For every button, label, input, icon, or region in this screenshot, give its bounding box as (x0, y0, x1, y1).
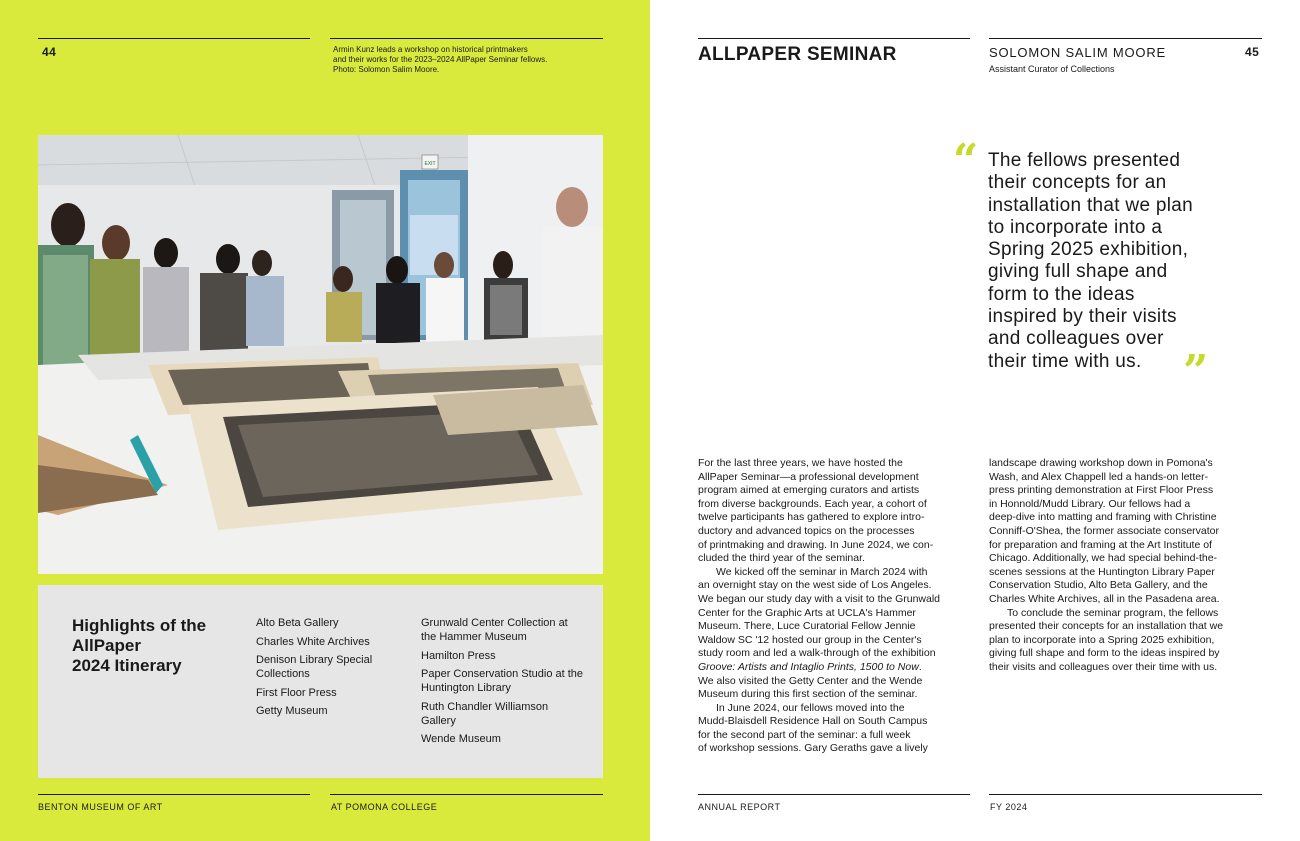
body-line: twelve participants has gathered to explore intro- (698, 511, 925, 524)
header-rule-right (330, 38, 603, 39)
footer-rule-right (989, 794, 1262, 795)
body-line: giving full shape and form to the ideas inspired by (989, 647, 1220, 660)
pull-quote-line: Spring 2025 exhibition, (988, 239, 1189, 261)
right-page (650, 0, 1300, 841)
itinerary-item: Ruth Chandler Williamson Gallery (421, 700, 549, 727)
body-line: Waldow SC '12 hosted our group in the Center's (698, 633, 922, 646)
pull-quote-line: and colleagues over (988, 328, 1164, 350)
body-line: from diverse backgrounds. Each year, a cohort of (698, 497, 927, 510)
body-line: We kicked off the seminar in March 2024 with (716, 565, 928, 578)
body-line: plan to incorporate into a Spring 2025 exhibition, (989, 633, 1215, 646)
itinerary-highlights (38, 585, 603, 778)
caption-line: Armin Kunz leads a workshop on historical printmakers (333, 45, 528, 54)
body-text-column-2 (989, 457, 1257, 675)
footer-rule-left (38, 794, 310, 795)
pull-quote (988, 150, 1263, 373)
body-line: study room and led a walk-through of the exhibition (698, 647, 936, 660)
body-line: Wash, and Alex Chappell led a hands-on letter- (989, 470, 1209, 483)
workshop-photo (38, 135, 603, 574)
highlights-title (72, 616, 242, 676)
body-line: Museum. There, Luce Curatorial Fellow Jennie (698, 620, 916, 633)
body-line: ductory and advanced topics on the processes (698, 524, 915, 537)
highlights-title-line: AllPaper (72, 636, 141, 655)
body-line: cluded the third year of the seminar. (698, 552, 865, 565)
caption-line: Photo: Solomon Salim Moore. (333, 65, 440, 74)
open-quote-icon: “ (953, 135, 979, 186)
body-line: Museum during this first section of the seminar. (698, 688, 918, 701)
pull-quote-line: form to the ideas (988, 283, 1135, 305)
section-title: ALLPAPER SEMINAR (698, 44, 897, 65)
exit-sign: EXIT (424, 161, 436, 167)
caption-line: and their works for the 2023–2024 AllPaper Seminar fellows. (333, 55, 548, 64)
itinerary-item: Charles White Archives (256, 635, 370, 648)
body-line: Mudd-Blaisdell Residence Hall on South Campus (698, 715, 928, 728)
header-rule-right (989, 38, 1262, 39)
itinerary-item: Wende Museum (421, 733, 501, 745)
pull-quote-line: their time with us. (988, 350, 1142, 372)
body-line: of printmaking and drawing. In June 2024, we con- (698, 538, 934, 551)
pull-quote-line: installation that we plan (988, 194, 1194, 216)
body-line: Conservation Studio, Alto Beta Gallery, and the (989, 579, 1208, 592)
itinerary-item: Grunwald Center Collection at the Hammer Museum (421, 617, 568, 643)
footer-rule-right (330, 794, 603, 795)
body-text-column-1 (698, 457, 966, 756)
body-line: Center for the Graphic Arts at UCLA's Hammer (698, 606, 916, 619)
body-line: landscape drawing workshop down in Pomona's (989, 457, 1213, 469)
photo-caption (333, 45, 573, 75)
body-line: for the second part of the seminar: a full week (698, 728, 911, 741)
body-line: press printing demonstration at First Floor Press (989, 484, 1214, 497)
body-line: We also visited the Getty Center and the Wende (698, 674, 923, 687)
body-line: AllPaper Seminar—a professional development (698, 470, 919, 483)
body-line: of workshop sessions. Gary Geraths gave a lively (698, 742, 928, 755)
exhibition-title: Groove: Artists and Intaglio Prints, 1500 to Now (698, 660, 919, 673)
author-role: Assistant Curator of Collections (989, 64, 1115, 74)
header-rule-left (698, 38, 970, 39)
footer-museum-name: BENTON MUSEUM OF ART (38, 802, 163, 812)
body-line: Charles White Archives, all in the Pasadena area. (989, 592, 1220, 605)
pull-quote-line: their concepts for an (988, 172, 1167, 194)
body-line: in Honnold/Mudd Library. Our fellows had a (989, 497, 1191, 510)
footer-report-name: ANNUAL REPORT (698, 802, 781, 812)
footer-rule-left (698, 794, 970, 795)
body-line: scenes sessions at the Huntington Library Paper (989, 565, 1215, 578)
itinerary-item: Alto Beta Gallery (256, 617, 339, 629)
itinerary-item: First Floor Press (256, 686, 337, 699)
body-line: presented their concepts for an installation that we (989, 620, 1224, 633)
itinerary-item: Getty Museum (256, 705, 328, 717)
body-line: Conniff-O'Shea, the former associate conservator (989, 524, 1220, 537)
body-line: Chicago. Additionally, we had special behind-the- (989, 552, 1218, 565)
itinerary-item: Hamilton Press (421, 649, 496, 662)
pull-quote-line: The fellows presented (988, 150, 1181, 171)
highlights-title-line: Highlights of the (72, 616, 207, 635)
highlights-column-1 (256, 616, 406, 723)
page-number-right: 45 (1245, 45, 1260, 59)
pull-quote-line: giving full shape and (988, 261, 1168, 283)
highlights-title-line: 2024 Itinerary (72, 656, 182, 675)
header-rule-left (38, 38, 310, 39)
pull-quote-line: inspired by their visits (988, 306, 1177, 328)
footer-fiscal-year: FY 2024 (990, 802, 1028, 812)
body-line (698, 661, 966, 675)
body-line: To conclude the seminar program, the fellows (1007, 606, 1219, 619)
body-line: We began our study day with a visit to the Grunwald (698, 592, 941, 605)
author-name: SOLOMON SALIM MOORE (989, 45, 1167, 60)
pull-quote-line: to incorporate into a (988, 216, 1163, 238)
body-line: deep-dive into matting and framing with Christine (989, 511, 1217, 524)
body-line: an overnight stay on the west side of Los Angeles. (698, 579, 932, 592)
itinerary-item: Paper Conservation Studio at the Huntington Library (421, 668, 584, 694)
body-punctuation: . (918, 660, 922, 673)
body-line: program aimed at emerging curators and artists (698, 484, 920, 497)
highlights-column-2 (421, 616, 586, 751)
close-quote-icon: ” (1183, 346, 1209, 397)
body-line: for preparation and framing at the Art Institute of (989, 538, 1212, 551)
body-line: In June 2024, our fellows moved into the (716, 701, 905, 714)
page-number-left: 44 (42, 45, 57, 59)
body-line: For the last three years, we have hosted the (698, 457, 903, 469)
footer-college-name: AT POMONA COLLEGE (331, 802, 438, 812)
itinerary-item: Denison Library Special Collections (256, 654, 373, 680)
body-line: their visits and colleagues over their time with us. (989, 660, 1218, 673)
